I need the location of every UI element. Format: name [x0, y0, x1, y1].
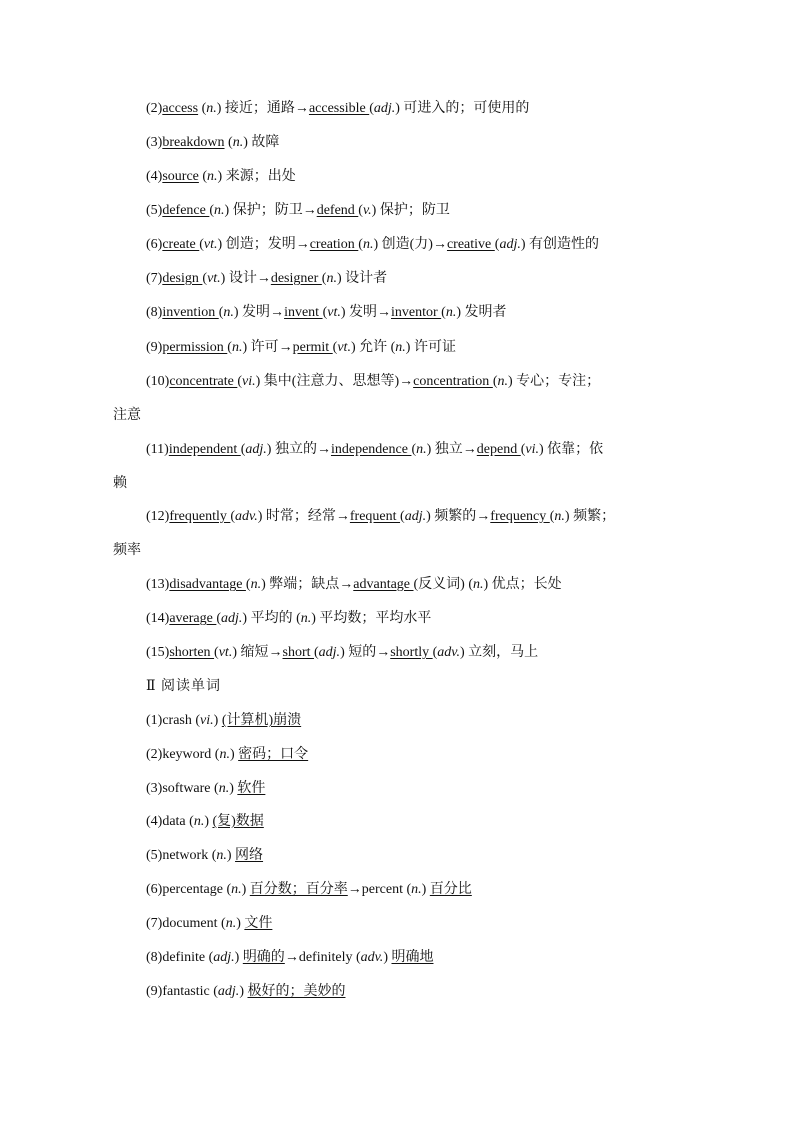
- vocab-line-10: [146, 373, 600, 391]
- text-run: (4): [146, 169, 163, 184]
- part-of-speech: n.: [326, 271, 337, 286]
- vocab-line-5: [146, 202, 450, 220]
- underlined-answer: average: [169, 611, 217, 626]
- text-run: ): [236, 916, 245, 931]
- text-run: ) 有创造性的: [520, 237, 599, 252]
- vocab-line-2: [146, 100, 529, 118]
- part-of-speech: n.: [223, 305, 234, 320]
- part-of-speech: n.: [497, 374, 508, 389]
- text-run: →definitely (: [284, 950, 361, 965]
- underlined-answer: defence: [162, 203, 210, 218]
- text-run: ) 立刻，马上: [459, 645, 539, 660]
- reading-word-6: [146, 881, 472, 899]
- part-of-speech: n.: [416, 442, 427, 457]
- text-run: (: [218, 305, 224, 320]
- text-run: (6): [146, 237, 163, 252]
- text-run: (3): [146, 135, 163, 150]
- vocab-line-8: [146, 304, 507, 322]
- text-run: (: [358, 237, 363, 252]
- underlined-answer: 百分比: [429, 882, 472, 897]
- part-of-speech: adv.: [235, 509, 258, 524]
- text-run: (: [400, 509, 405, 524]
- part-of-speech: n.: [207, 169, 218, 184]
- underlined-answer: shorten: [169, 645, 215, 660]
- underlined-answer: 网络: [235, 848, 264, 863]
- text-run: (: [549, 509, 555, 524]
- text-run: (8)definite (: [146, 950, 214, 965]
- text-run: (: [432, 645, 438, 660]
- part-of-speech: vi.: [242, 374, 256, 389]
- underlined-answer: (复)数据: [212, 814, 264, 829]
- text-run: ): [229, 747, 239, 762]
- text-run: 注意: [113, 408, 141, 423]
- text-run: (: [199, 237, 204, 252]
- part-of-speech: n.: [219, 747, 230, 762]
- vocab-line-15: [146, 644, 538, 662]
- part-of-speech: adv.: [360, 950, 384, 965]
- part-of-speech: n.: [232, 135, 244, 150]
- reading-word-2: [146, 746, 308, 764]
- text-run: (: [198, 101, 207, 116]
- underlined-answer: concentrate: [169, 374, 238, 389]
- vocab-line-14: [146, 610, 431, 628]
- text-run: (14): [146, 611, 170, 626]
- text-run: (: [237, 374, 243, 389]
- part-of-speech: n.: [231, 340, 243, 355]
- text-run: (: [198, 169, 208, 184]
- text-run: ): [213, 713, 222, 728]
- part-of-speech: n.: [445, 305, 457, 320]
- text-run: (7)document (: [146, 916, 226, 931]
- text-run: (11): [146, 442, 169, 457]
- part-of-speech: vt.: [218, 645, 233, 660]
- vocab-line-10-continued: [113, 407, 141, 425]
- part-of-speech: n.: [395, 340, 406, 355]
- text-run: (: [332, 340, 338, 355]
- text-run: ): [383, 950, 392, 965]
- underlined-answer: concentration: [413, 374, 493, 389]
- part-of-speech: adv.: [437, 645, 460, 660]
- text-run: ) 优点；长处: [483, 577, 562, 592]
- text-run: 赖: [113, 476, 127, 491]
- vocab-line-4: [146, 168, 296, 186]
- part-of-speech: adj.: [245, 442, 267, 457]
- vocab-line-12: [146, 508, 615, 526]
- text-run: (: [202, 271, 208, 286]
- text-run: ): [229, 781, 238, 796]
- reading-word-1: [146, 712, 301, 730]
- text-run: ) 创造(力)→: [373, 237, 447, 252]
- vocab-line-13: [146, 576, 562, 594]
- text-run: ) 频繁；: [564, 509, 616, 524]
- text-run: ): [421, 882, 430, 897]
- text-run: (: [216, 611, 222, 626]
- part-of-speech: n.: [473, 577, 484, 592]
- text-run: ) 依靠；依: [539, 442, 604, 457]
- vocab-line-3: [146, 134, 279, 152]
- text-run: →percent (: [347, 882, 412, 897]
- underlined-answer: 明确地: [391, 950, 434, 965]
- text-run: ): [234, 950, 243, 965]
- text-run: (: [321, 271, 327, 286]
- text-run: ) 专心；专注；: [507, 374, 601, 389]
- underlined-answer: permit: [292, 340, 333, 355]
- text-run: (13): [146, 577, 170, 592]
- underlined-answer: short: [282, 645, 314, 660]
- underlined-answer: disadvantage: [169, 577, 246, 592]
- text-run: (1)crash (: [146, 713, 201, 728]
- underlined-answer: permission: [162, 340, 228, 355]
- text-run: ) 独立的→: [266, 442, 331, 457]
- text-run: ): [239, 984, 248, 999]
- underlined-answer: defend: [316, 203, 359, 218]
- text-run: ) 集中(注意力、思想等)→: [255, 374, 414, 389]
- underlined-answer: 软件: [237, 781, 266, 796]
- part-of-speech: n.: [206, 101, 217, 116]
- underlined-answer: frequent: [349, 509, 401, 524]
- reading-word-5: [146, 847, 263, 865]
- reading-word-7: [146, 915, 272, 933]
- text-run: ) 发明→: [340, 305, 392, 320]
- text-run: (: [214, 645, 219, 660]
- text-run: (: [358, 203, 363, 218]
- text-run: (: [227, 340, 232, 355]
- part-of-speech: adj.: [404, 509, 427, 524]
- text-run: (: [224, 135, 233, 150]
- underlined-answer: creative: [446, 237, 495, 252]
- underlined-answer: 文件: [244, 916, 273, 931]
- part-of-speech: n.: [214, 203, 225, 218]
- text-run: ) 许可证: [405, 340, 456, 355]
- text-run: (: [411, 442, 417, 457]
- text-run: (4)data (: [146, 814, 194, 829]
- part-of-speech: adj.: [499, 237, 521, 252]
- part-of-speech: n.: [250, 577, 262, 592]
- underlined-answer: access: [162, 101, 199, 116]
- text-run: ) 可进入的；可使用的: [395, 101, 530, 116]
- part-of-speech: adj.: [213, 950, 235, 965]
- text-run: ): [204, 814, 213, 829]
- reading-word-3: [146, 780, 265, 798]
- text-run: (7): [146, 271, 163, 286]
- text-run: ) 接近；通路→: [216, 101, 309, 116]
- text-run: ) 平均的 (: [242, 611, 301, 626]
- part-of-speech: adj.: [373, 101, 396, 116]
- text-run: ) 弊端；缺点→: [261, 577, 354, 592]
- underlined-answer: invent: [284, 305, 323, 320]
- text-run: (: [209, 203, 215, 218]
- reading-word-9: [146, 983, 345, 1001]
- text-run: ) 创造；发明→: [217, 237, 310, 252]
- underlined-answer: 密码；口令: [238, 747, 309, 762]
- underlined-answer: creation: [309, 237, 359, 252]
- text-run: ) 发明→: [233, 305, 285, 320]
- part-of-speech: n.: [300, 611, 312, 626]
- underlined-answer: independence: [330, 442, 412, 457]
- text-run: ) 故障: [243, 135, 280, 150]
- part-of-speech: n.: [225, 916, 237, 931]
- text-run: (: [314, 645, 319, 660]
- text-run: ) 平均数；平均水平: [311, 611, 432, 626]
- underlined-answer: 百分数；百分率: [249, 882, 348, 897]
- part-of-speech: vi.: [525, 442, 539, 457]
- underlined-answer: invention: [162, 305, 219, 320]
- text-run: (: [494, 237, 500, 252]
- text-run: ) 频繁的→: [426, 509, 491, 524]
- underlined-answer: source: [162, 169, 199, 184]
- text-run: ) 许可→: [242, 340, 293, 355]
- reading-word-4: [146, 813, 264, 831]
- part-of-speech: adj.: [217, 984, 240, 999]
- underlined-answer: advantage: [353, 577, 414, 592]
- part-of-speech: adj.: [318, 645, 341, 660]
- part-of-speech: n.: [362, 237, 374, 252]
- vocab-line-6: [146, 236, 599, 254]
- text-run: (: [240, 442, 246, 457]
- underlined-answer: accessible: [308, 101, 370, 116]
- vocab-line-7: [146, 270, 387, 288]
- part-of-speech: v.: [362, 203, 372, 218]
- text-run: ) 设计者: [336, 271, 388, 286]
- section-heading-reading-words: [146, 678, 221, 696]
- text-run: (: [369, 101, 374, 116]
- text-run: ) 发明者: [456, 305, 507, 320]
- text-run: (2): [146, 101, 163, 116]
- underlined-answer: create: [162, 237, 200, 252]
- part-of-speech: n.: [193, 814, 205, 829]
- underlined-answer: (计算机)崩溃: [221, 713, 302, 728]
- underlined-answer: depend: [476, 442, 521, 457]
- part-of-speech: vi.: [200, 713, 214, 728]
- text-run: ) 保护；防卫: [371, 203, 450, 218]
- text-run: (反义词) (: [413, 577, 474, 592]
- underlined-answer: frequency: [490, 509, 550, 524]
- underlined-answer: shortly: [390, 645, 433, 660]
- text-run: ): [241, 882, 250, 897]
- text-run: Ⅱ 阅读单词: [146, 679, 222, 694]
- text-run: (: [441, 305, 446, 320]
- underlined-answer: 明确的: [242, 950, 285, 965]
- part-of-speech: n.: [216, 848, 227, 863]
- vocab-line-11: [146, 441, 603, 459]
- text-run: ) 独立→: [426, 442, 477, 457]
- text-run: ) 设计→: [220, 271, 271, 286]
- text-run: ) 保护；防卫→: [224, 203, 317, 218]
- underlined-answer: 极好的；美妙的: [247, 984, 346, 999]
- text-run: 频率: [113, 543, 141, 558]
- part-of-speech: adj.: [221, 611, 243, 626]
- text-run: (15): [146, 645, 170, 660]
- text-run: ) 缩短→: [232, 645, 283, 660]
- underlined-answer: breakdown: [162, 135, 225, 150]
- underlined-answer: design: [162, 271, 203, 286]
- text-run: (3)software (: [146, 781, 219, 796]
- part-of-speech: vt.: [203, 237, 218, 252]
- text-run: (9)fantastic (: [146, 984, 218, 999]
- underlined-answer: independent: [168, 442, 241, 457]
- text-run: ) 时常；经常→: [257, 509, 350, 524]
- part-of-speech: n.: [218, 781, 230, 796]
- text-run: ) 短的→: [340, 645, 391, 660]
- text-run: ) 来源；出处: [217, 169, 296, 184]
- part-of-speech: n.: [554, 509, 565, 524]
- part-of-speech: n.: [231, 882, 242, 897]
- text-run: (: [245, 577, 251, 592]
- text-run: ): [226, 848, 236, 863]
- reading-word-8: [146, 949, 433, 967]
- vocab-line-12-continued: [113, 542, 141, 560]
- text-run: (10): [146, 374, 170, 389]
- text-run: ) 允许 (: [350, 340, 396, 355]
- part-of-speech: n.: [411, 882, 422, 897]
- text-run: (6)percentage (: [146, 882, 232, 897]
- vocab-line-9: [146, 339, 456, 357]
- text-run: (5): [146, 203, 163, 218]
- text-run: (2)keyword (: [146, 747, 220, 762]
- text-run: (: [492, 374, 498, 389]
- text-run: (: [230, 509, 236, 524]
- text-run: (5)network (: [146, 848, 217, 863]
- text-run: (9): [146, 340, 163, 355]
- part-of-speech: vt.: [207, 271, 221, 286]
- part-of-speech: vt.: [327, 305, 341, 320]
- text-run: (8): [146, 305, 163, 320]
- text-run: (: [520, 442, 526, 457]
- underlined-answer: frequently: [169, 509, 231, 524]
- text-run: (: [322, 305, 328, 320]
- text-run: (12): [146, 509, 170, 524]
- part-of-speech: vt.: [337, 340, 351, 355]
- underlined-answer: designer: [270, 271, 322, 286]
- underlined-answer: inventor: [391, 305, 442, 320]
- vocab-line-11-continued: [113, 475, 127, 493]
